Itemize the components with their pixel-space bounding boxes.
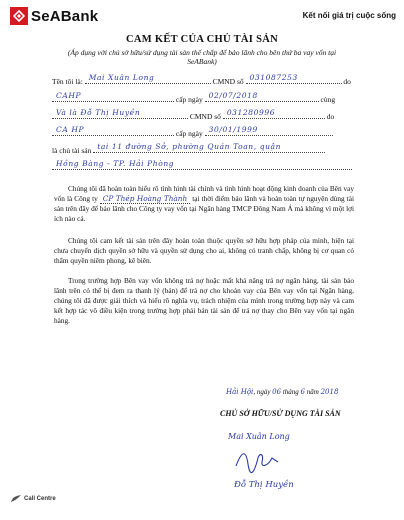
page-subtitle: (Áp dụng với chủ sở hữu/sử dụng tài sản thế chấp để bảo lãnh cho bên thứ ba vay vốn tại SeABank) (67, 48, 337, 66)
address-value-b: Hồng Bàng - TP. Hải Phòng (56, 159, 175, 168)
address-value-a: tại 11 đường Sở, phường Quán Toan, quận (97, 142, 282, 151)
name-value: Mai Xuân Long (88, 73, 155, 82)
field-line-6 (52, 160, 352, 172)
with-label: cùng (320, 95, 336, 104)
id-label-2: CMND số (189, 112, 221, 121)
id-label: CMND số (212, 77, 244, 86)
issued-by-label-2: do (326, 112, 335, 121)
paragraph-3: Trong trường hợp Bên vay vốn không trả nợ hoặc mất khả năng trả nợ ngân hàng, tài sản bảo lãnh trên có thể bị đem ra thanh lý (bán) để trả nợ cho khoản vay của Bên vay vốn tại Ngân hàng, chúng tôi đã được giải thích và hiểu rõ nghĩa vụ, trách nhiệm của mình trong trường hợp này và cam kết hợp tác vô điều kiện trong trường hợp phải bán tài sản để trả nợ thay cho Bên vay vốn tại ngân hàng. (54, 276, 354, 325)
address-field[interactable] (93, 143, 325, 153)
signature-scribble-icon (232, 446, 292, 476)
slogan: Kết nối giá trị cuộc sống (302, 11, 396, 20)
address-field-2[interactable] (52, 160, 352, 170)
month-value: 6 (300, 388, 306, 396)
footer-label: Call Centre (24, 496, 56, 502)
signature-title: CHỦ SỞ HỮU/SỬ DỤNG TÀI SẢN (220, 409, 341, 418)
issuer-value: CAHP (56, 91, 82, 100)
issue-date-label: cấp ngày (175, 95, 203, 104)
issuer-field-2[interactable] (52, 126, 174, 136)
paragraph-1-start: Chúng tôi đã hoàn toàn hiểu rõ tình hình tài chính và tình hình hoạt động kinh doanh của Bên vay vốn là Công ty (54, 184, 354, 203)
brand-logo (10, 6, 98, 26)
year-value: 2018 (320, 388, 339, 396)
co-owner-value: Và là Đỗ Thị Huyền (56, 108, 141, 117)
field-line-5 (52, 143, 325, 155)
issue-date-label-2: cấp ngày (175, 129, 203, 138)
header (10, 6, 396, 28)
signature-name-1: Mai Xuân Long (228, 432, 290, 441)
place-value: Hải Hội (226, 388, 254, 396)
issue-date-value: 02/07/2018 (208, 91, 258, 100)
seabank-logo-icon (10, 7, 28, 25)
issue-date-value-2: 30/01/1999 (208, 125, 258, 134)
page-title: CAM KẾT CỦA CHỦ TÀI SẢN (125, 34, 279, 45)
month-label: tháng (282, 388, 299, 396)
issuer-field[interactable] (52, 92, 174, 102)
field-line-2 (52, 92, 335, 104)
issue-date-field[interactable] (205, 92, 319, 102)
issuer-value-2: CA HP (56, 125, 85, 134)
field-line-4 (52, 126, 333, 138)
name-field[interactable] (85, 74, 211, 84)
field-line-3 (52, 109, 334, 121)
id-field[interactable] (246, 74, 342, 84)
id-value-2: 031280996 (226, 108, 276, 117)
paragraph-1 (54, 184, 354, 224)
signature-name-2: Đỗ Thị Huyền (234, 480, 294, 490)
paragraph-2: Chúng tôi cam kết tài sản trên đây hoàn toàn thuộc quyền sở hữu hợp pháp của mình, hiện tại chưa chuyển dịch quyền sở hữu và quyền sử dụng cho ai, không có tranh chấp, không bị cơ quan có thẩm quyền niêm phong, kê biên. (54, 236, 354, 265)
paragraph-1-end: tại thời điểm bảo lãnh và hoàn toàn tự nguyện dùng tài sản trên đây để bảo lãnh cho Công ty vay vốn tại Ngân hàng TMCP Đông Nam Á mà không vì một lợi ích nào cả. (54, 194, 354, 223)
issued-by-label: do (343, 77, 351, 86)
year-label: năm (306, 388, 319, 396)
id-value: 031087253 (249, 73, 298, 82)
call-centre-icon (10, 494, 22, 504)
day-value: 06 (272, 388, 282, 396)
day-label: , ngày (253, 388, 271, 396)
id-field-2[interactable] (223, 109, 325, 119)
footer (10, 494, 56, 504)
owner-label: là chủ tài sản (52, 146, 92, 155)
co-owner-field[interactable] (52, 109, 188, 119)
date-line (226, 388, 338, 396)
issue-date-field-2[interactable] (205, 126, 333, 136)
company-name-field[interactable]: CP Thép Hoàng Thành (100, 194, 190, 204)
brand-name: SeABank (31, 7, 99, 25)
field-line-1 (52, 74, 351, 86)
name-label: Tên tôi là: (52, 77, 83, 86)
